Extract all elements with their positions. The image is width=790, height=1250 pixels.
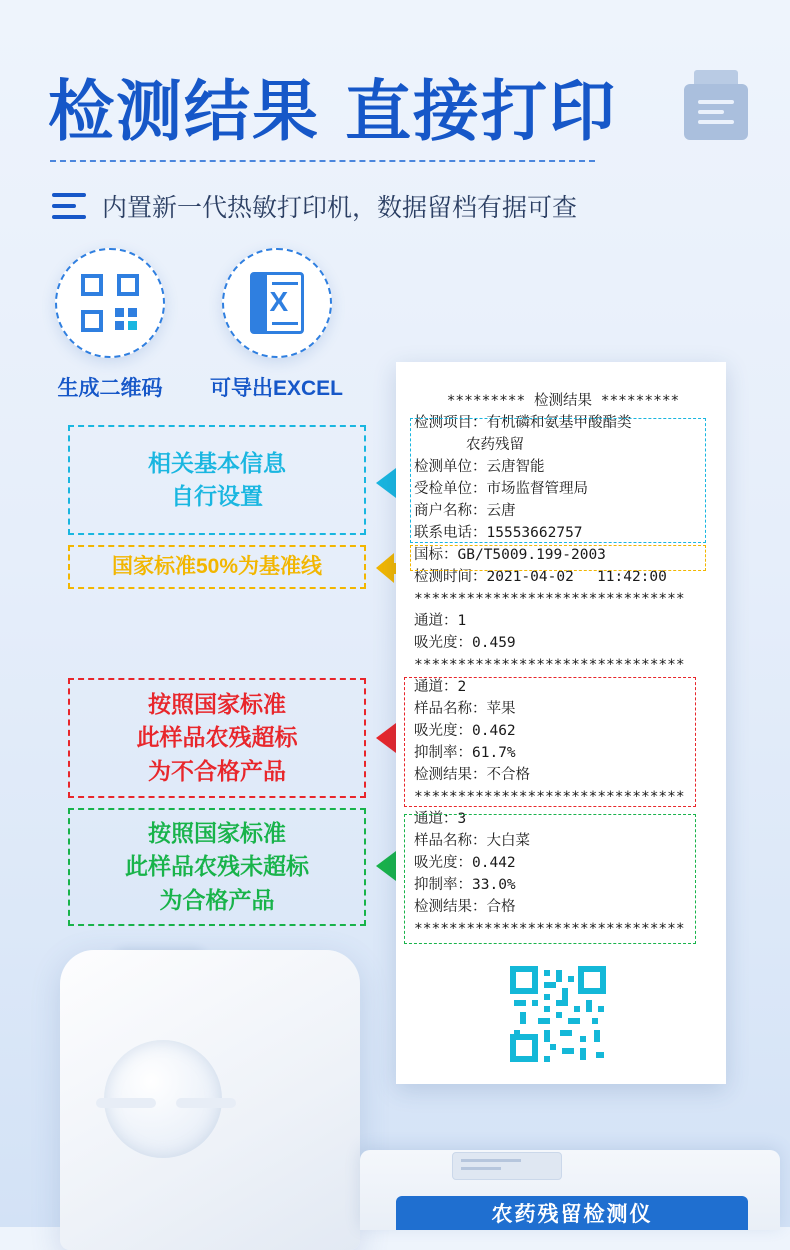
callout-basic-info bbox=[68, 425, 366, 535]
receipt-time-label: 检测时间： bbox=[414, 569, 487, 585]
absorbance-value: 0.459 bbox=[472, 635, 516, 651]
callout-standard-line bbox=[68, 545, 366, 589]
subtitle-row bbox=[52, 188, 577, 224]
device-slot-right bbox=[176, 1098, 236, 1108]
qr-code-glyph bbox=[81, 274, 139, 332]
receipt-project-line bbox=[414, 412, 712, 434]
channel-3-number bbox=[414, 808, 712, 830]
sample-value: 大白菜 bbox=[486, 833, 530, 849]
title-divider bbox=[50, 160, 595, 162]
channel-value: 2 bbox=[457, 679, 467, 695]
receipt-time-line bbox=[414, 566, 712, 588]
receipt-inspected-label: 受检单位： bbox=[414, 481, 487, 497]
channel-3-result bbox=[414, 896, 712, 918]
absorbance-label: 吸光度： bbox=[414, 723, 472, 739]
absorbance-value: 0.462 bbox=[472, 723, 516, 739]
channel-2-number bbox=[414, 676, 712, 698]
list-icon bbox=[52, 193, 86, 219]
receipt-separator: ******************************* bbox=[414, 921, 685, 937]
channel-1-number bbox=[414, 610, 712, 632]
callout-line: 为合格产品 bbox=[159, 886, 275, 913]
receipt-inspected-line bbox=[414, 478, 712, 500]
excel-glyph: X bbox=[250, 272, 304, 334]
result-value: 合格 bbox=[486, 899, 516, 915]
inhibition-value: 33.0% bbox=[472, 877, 516, 893]
receipt-merchant-label: 商户名称： bbox=[414, 503, 487, 519]
callout-line: 相关基本信息 bbox=[148, 449, 286, 476]
receipt-project-value: 有机磷和氨基甲酸酯类 bbox=[486, 415, 632, 431]
feature-excel bbox=[210, 248, 343, 402]
analyzer-panel-label: 农药残留检测仪 bbox=[396, 1196, 748, 1230]
callout-line: 国家标准50%为基准线 bbox=[111, 554, 323, 578]
page-title: 检测结果 直接打印 bbox=[48, 73, 617, 150]
callout-line: 按照国家标准 bbox=[148, 819, 286, 846]
receipt-merchant-line bbox=[414, 500, 712, 522]
callout-fail bbox=[68, 678, 366, 798]
receipt-standard-line bbox=[414, 544, 712, 566]
sample-label: 样品名称： bbox=[414, 701, 487, 717]
channel-3-sample bbox=[414, 830, 712, 852]
callout-line: 自行设置 bbox=[171, 483, 263, 509]
absorbance-label: 吸光度： bbox=[414, 635, 472, 651]
sample-label: 样品名称： bbox=[414, 833, 487, 849]
receipt-merchant-value: 云唐 bbox=[486, 503, 516, 519]
channel-2-result bbox=[414, 764, 712, 786]
channel-label: 通道： bbox=[414, 811, 458, 827]
result-value: 不合格 bbox=[486, 767, 530, 783]
receipt-unit-line bbox=[414, 456, 712, 478]
receipt-standard-label: 国标： bbox=[414, 547, 458, 563]
callout-line: 此样品农残未超标 bbox=[125, 853, 309, 880]
feature-qrcode bbox=[55, 248, 165, 402]
qr-code-icon bbox=[510, 966, 606, 1062]
receipt-time-value: 2021-04-02 11:42:00 bbox=[486, 569, 667, 585]
receipt-separator: ******************************* bbox=[414, 591, 685, 607]
feature-label: 生成二维码 bbox=[57, 377, 163, 400]
absorbance-value: 0.442 bbox=[472, 855, 516, 871]
channel-2-sample bbox=[414, 698, 712, 720]
receipt-separator: ******************************* bbox=[414, 657, 685, 673]
callout-line: 按照国家标准 bbox=[148, 690, 286, 717]
receipt-unit-label: 检测单位： bbox=[414, 459, 487, 475]
callout-pass bbox=[68, 808, 366, 926]
receipt-title: ********* 检测结果 ********* bbox=[446, 393, 680, 409]
receipt-phone-label: 联系电话： bbox=[414, 525, 487, 541]
sample-value: 苹果 bbox=[486, 701, 516, 717]
receipt-printout bbox=[396, 362, 726, 1084]
callout-line: 为不合格产品 bbox=[148, 757, 286, 784]
channel-2-inhibition bbox=[414, 742, 712, 764]
channel-value: 3 bbox=[457, 811, 467, 827]
inhibition-label: 抑制率： bbox=[414, 745, 472, 761]
channel-value: 1 bbox=[457, 613, 467, 629]
subtitle-text: 内置新一代热敏打印机，数据留档有据可查 bbox=[102, 194, 578, 222]
receipt-project-line2: 农药残留 bbox=[466, 437, 524, 453]
receipt-separator: ******************************* bbox=[414, 789, 685, 805]
channel-1-absorbance bbox=[414, 632, 712, 654]
channel-3-absorbance bbox=[414, 852, 712, 874]
paper-roll bbox=[452, 1152, 562, 1180]
receipt-inspected-value: 市场监督管理局 bbox=[486, 481, 588, 497]
channel-2-absorbance bbox=[414, 720, 712, 742]
callout-line: 此样品农残超标 bbox=[136, 724, 298, 751]
channel-label: 通道： bbox=[414, 679, 458, 695]
receipt-phone-value: 15553662757 bbox=[486, 525, 583, 541]
excel-file-icon bbox=[222, 248, 332, 358]
channel-3-inhibition bbox=[414, 874, 712, 896]
qr-code-icon bbox=[55, 248, 165, 358]
inhibition-label: 抑制率： bbox=[414, 877, 472, 893]
device-slot-left bbox=[96, 1098, 156, 1108]
result-label: 检测结果： bbox=[414, 767, 487, 783]
receipt-unit-value: 云唐智能 bbox=[486, 459, 545, 475]
inhibition-value: 61.7% bbox=[472, 745, 516, 761]
receipt-phone-line bbox=[414, 522, 712, 544]
receipt-standard-value: GB/T5009.199-2003 bbox=[457, 547, 606, 563]
feature-label: 可导出EXCEL bbox=[210, 377, 344, 400]
channel-label: 通道： bbox=[414, 613, 458, 629]
receipt-project-label: 检测项目： bbox=[414, 415, 487, 431]
printer-icon bbox=[684, 70, 748, 140]
result-label: 检测结果： bbox=[414, 899, 487, 915]
absorbance-label: 吸光度： bbox=[414, 855, 472, 871]
